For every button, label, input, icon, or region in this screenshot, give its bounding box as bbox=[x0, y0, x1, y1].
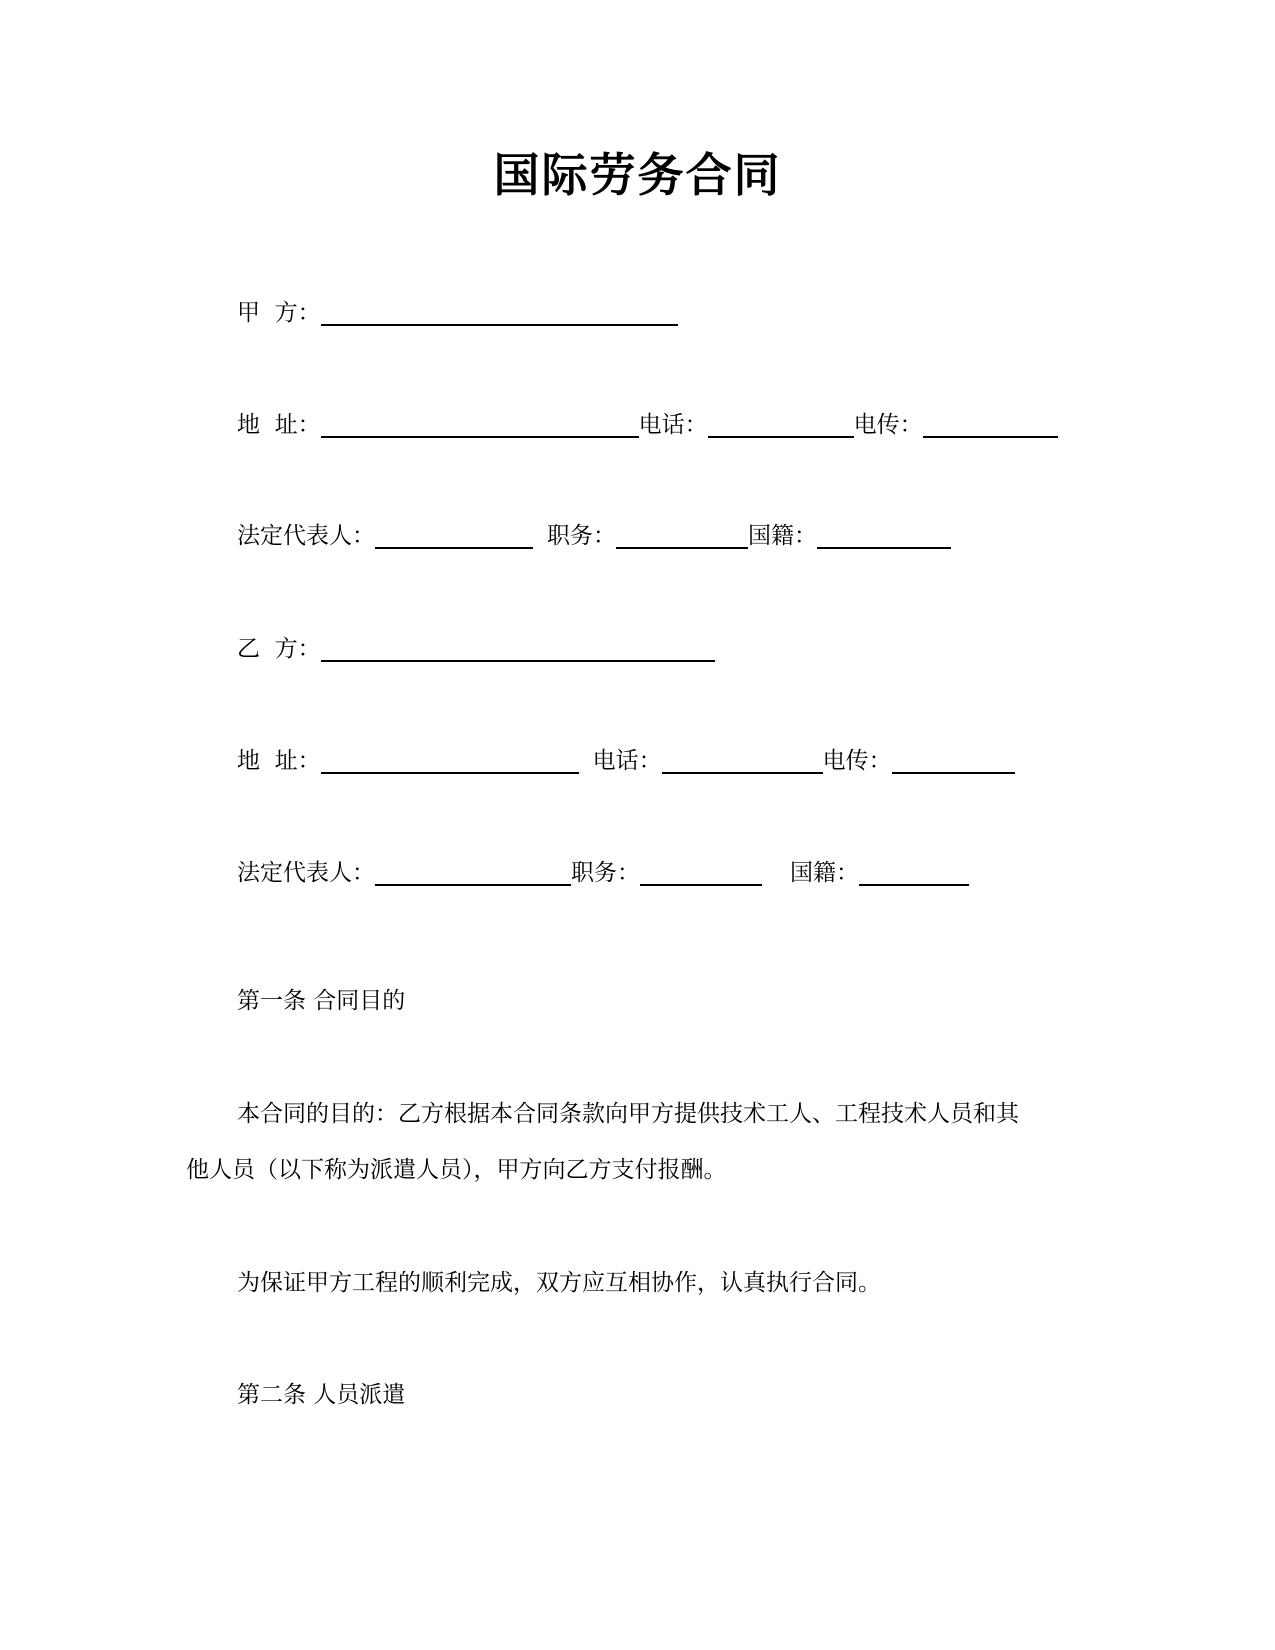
party-b-legal-rep-blank[interactable] bbox=[375, 862, 571, 886]
party-b-address-label: 地 址： bbox=[237, 748, 321, 774]
article-1-para2: 为保证甲方工程的顺利完成，双方应互相协作，认真执行合同。 bbox=[237, 1270, 881, 1296]
party-b-position-label: 职务： bbox=[571, 860, 640, 886]
article-1-para1-line1: 本合同的目的：乙方根据本合同条款向甲方提供技术工人、工程技术人员和其 bbox=[237, 1101, 1019, 1127]
party-b-address-line bbox=[237, 744, 1015, 778]
party-a-legal-rep-blank[interactable] bbox=[375, 525, 533, 549]
party-b-nationality-blank[interactable] bbox=[859, 862, 969, 886]
party-a-position-label: 职务： bbox=[547, 523, 616, 549]
party-b-label: 乙 方： bbox=[237, 636, 321, 662]
party-a-label: 甲 方： bbox=[237, 300, 321, 326]
party-a-rep-line bbox=[237, 519, 951, 553]
party-b-address-blank[interactable] bbox=[321, 750, 579, 774]
article-1-heading: 第一条 合同目的 bbox=[237, 988, 406, 1014]
party-b-rep-line bbox=[237, 856, 969, 890]
party-b-nationality-label: 国籍： bbox=[790, 860, 859, 886]
party-a-phone-label: 电话： bbox=[638, 412, 708, 438]
party-a-legal-rep-label: 法定代表人： bbox=[237, 523, 375, 549]
party-a-fax-label: 电传： bbox=[853, 412, 923, 438]
party-b-fax-blank[interactable] bbox=[892, 750, 1015, 774]
article-2-heading: 第二条 人员派遣 bbox=[237, 1382, 406, 1408]
party-a-address-label: 地 址： bbox=[237, 412, 321, 438]
party-a-fax-blank[interactable] bbox=[923, 414, 1058, 438]
party-b-fax-label: 电传： bbox=[822, 748, 892, 774]
party-a-line bbox=[237, 296, 678, 330]
party-a-address-line bbox=[237, 408, 1058, 442]
party-a-address-blank[interactable] bbox=[321, 414, 639, 438]
party-a-position-blank[interactable] bbox=[616, 525, 748, 549]
party-b-name-blank[interactable] bbox=[321, 638, 715, 662]
document-title: 国际劳务合同 bbox=[493, 148, 782, 202]
party-a-phone-blank[interactable] bbox=[708, 414, 854, 438]
article-1-para1-line2: 他人员（以下称为派遣人员），甲方向乙方支付报酬。 bbox=[186, 1157, 727, 1183]
party-a-nationality-label: 国籍： bbox=[748, 523, 817, 549]
party-b-line bbox=[237, 632, 715, 666]
party-b-legal-rep-label: 法定代表人： bbox=[237, 860, 375, 886]
party-b-phone-blank[interactable] bbox=[662, 750, 823, 774]
party-b-phone-label: 电话： bbox=[592, 748, 662, 774]
party-a-nationality-blank[interactable] bbox=[817, 525, 951, 549]
party-a-name-blank[interactable] bbox=[321, 302, 678, 326]
party-b-position-blank[interactable] bbox=[640, 862, 762, 886]
